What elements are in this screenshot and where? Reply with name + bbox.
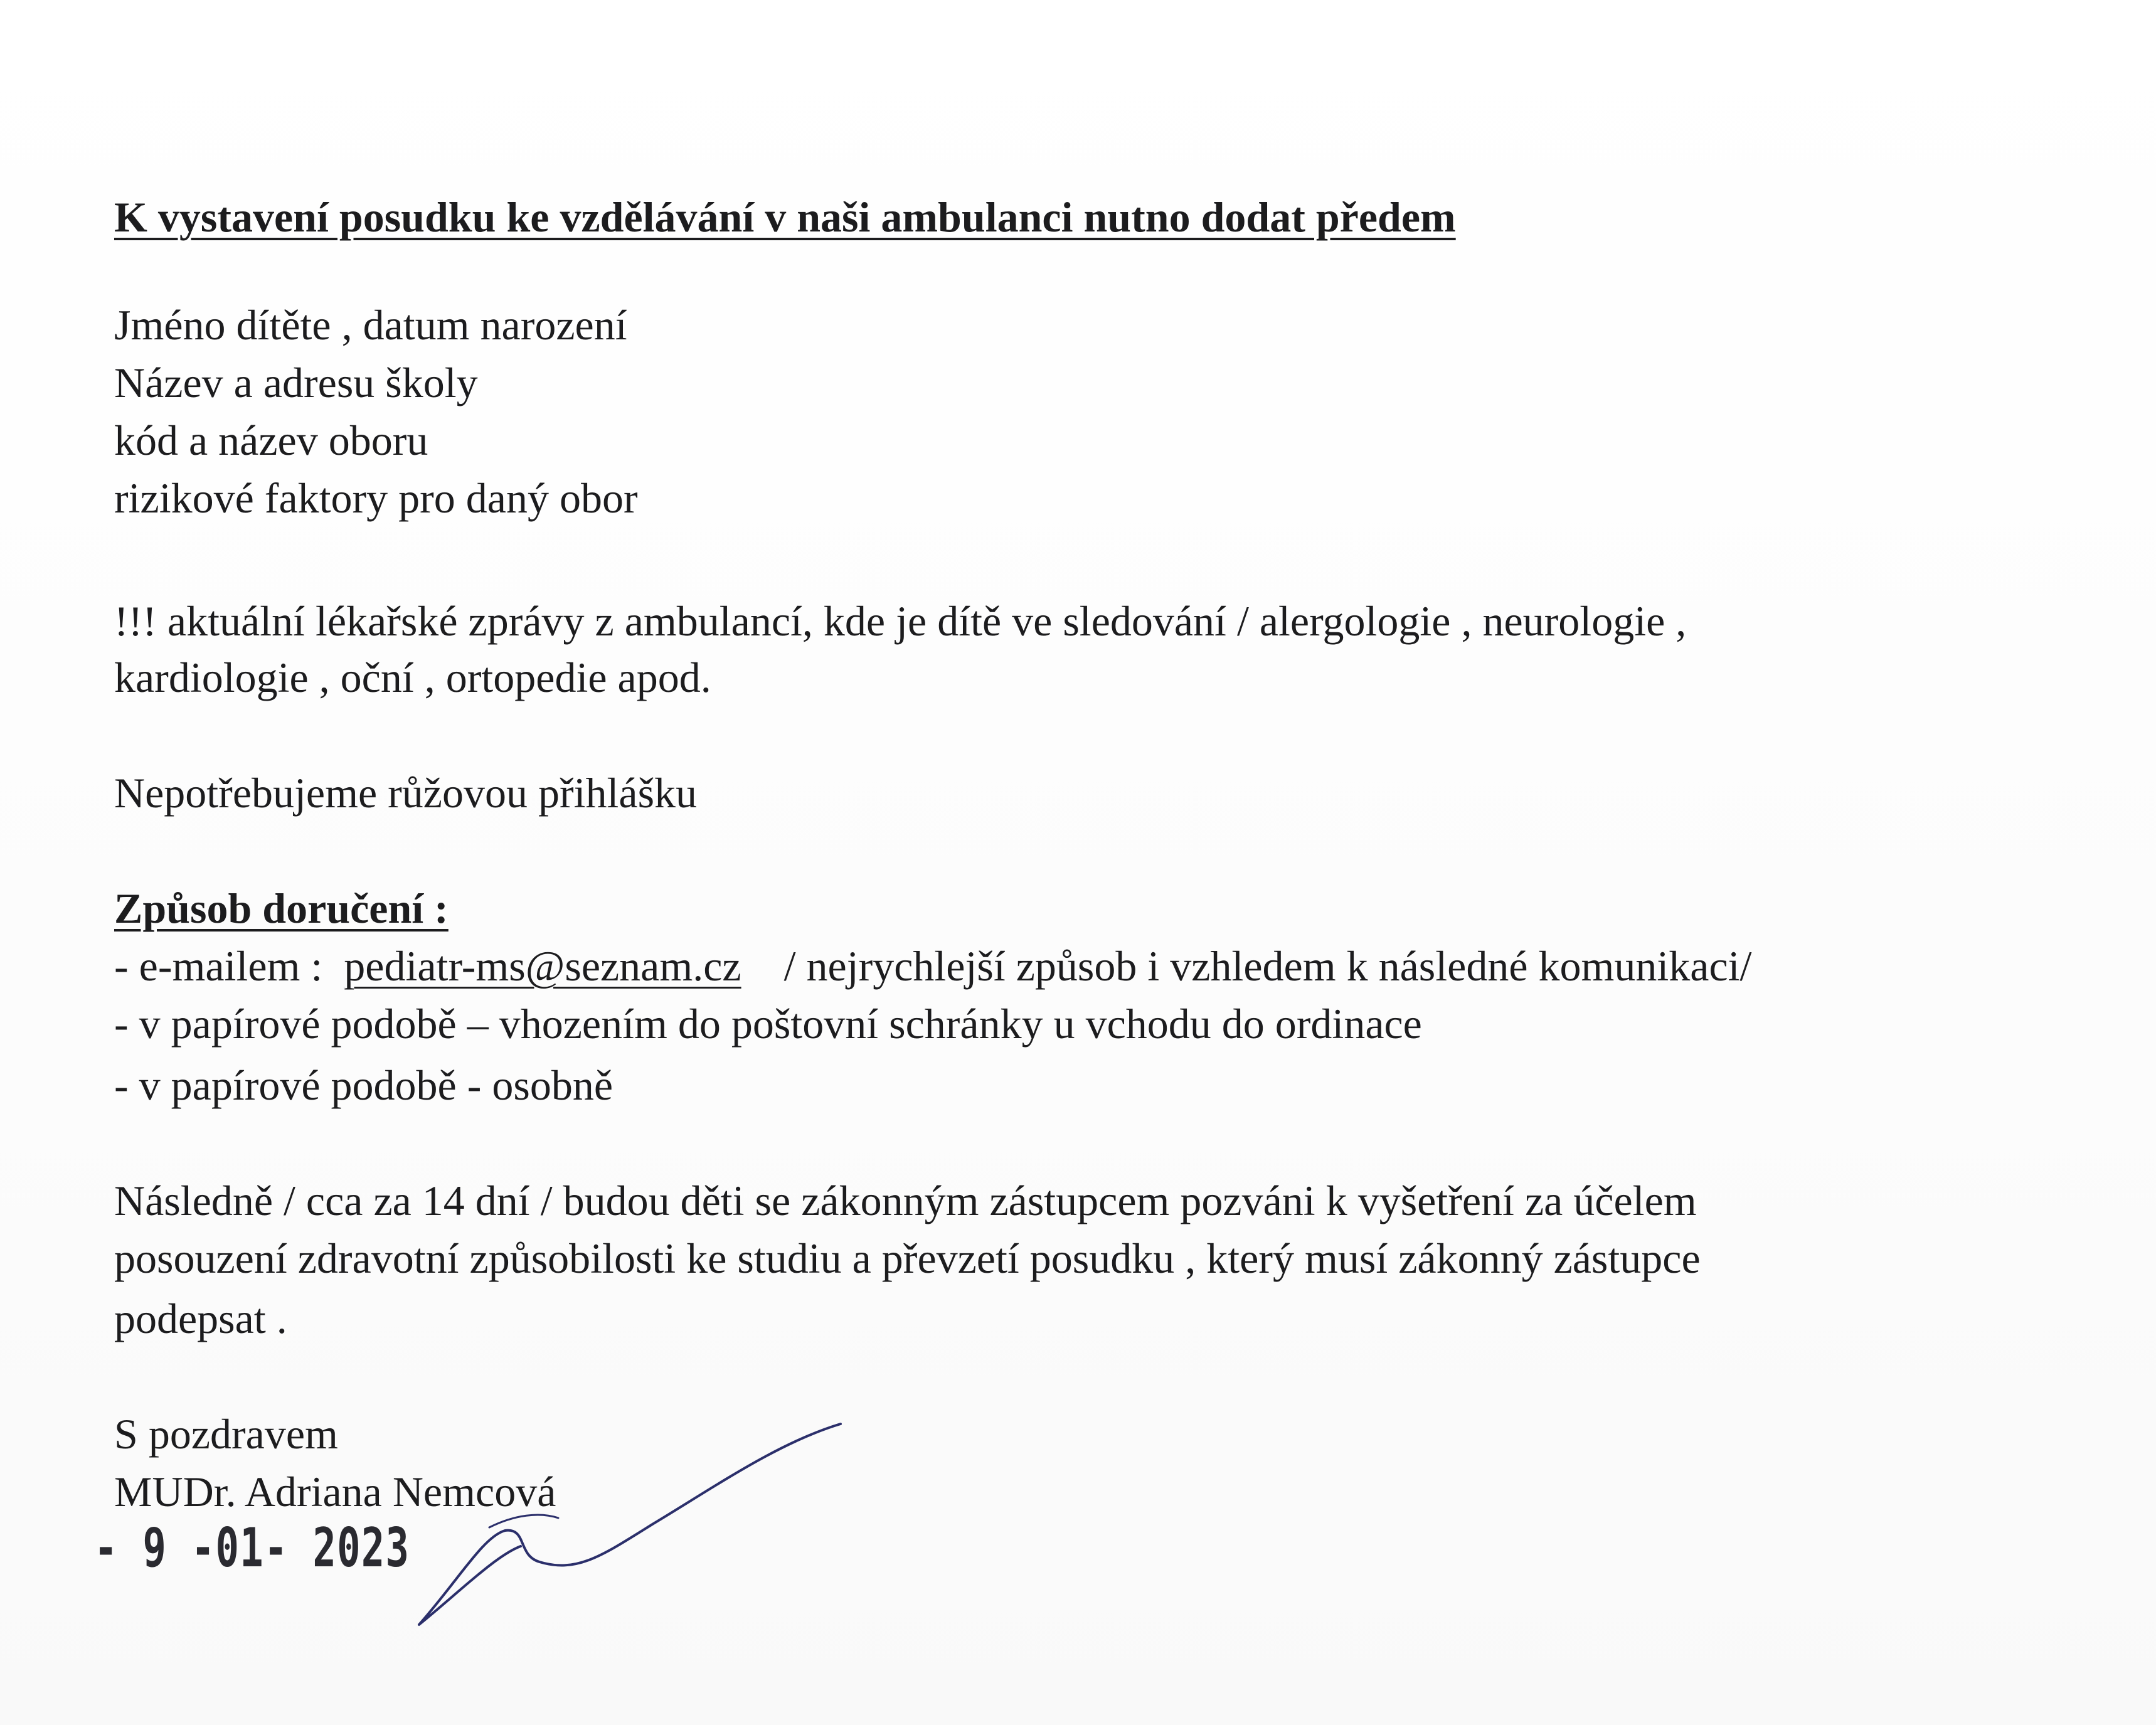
required-item-child-name: Jméno dítěte , datum narození: [114, 301, 627, 349]
follow-up-line-3: podepsat .: [114, 1295, 287, 1342]
required-item-school: Název a adresu školy: [114, 359, 478, 406]
closing-signatory: MUDr. Adriana Nemcová: [114, 1468, 556, 1515]
delivery-email-note: / nejrychlejší způsob i vzhledem k následné komunikaci/: [741, 942, 1752, 990]
delivery-option-personal: - v papírové podobě - osobně: [114, 1061, 613, 1109]
email-link[interactable]: pediatr-ms@seznam.cz: [344, 942, 741, 990]
date-stamp: - 9 -01- 2023: [94, 1517, 410, 1579]
delivery-email-line: [114, 941, 1751, 991]
required-item-field-code: kód a název oboru: [114, 417, 428, 464]
delivery-email-prefix: - e-mailem :: [114, 942, 344, 990]
delivery-option-mailbox: - v papírové podobě – vhozením do poštovní schránky u vchodu do ordinace: [114, 1000, 1422, 1048]
document-heading: K vystavení posudku ke vzdělávání v naši ambulanci nutno dodat předem: [114, 193, 1456, 241]
closing-greeting: S pozdravem: [114, 1410, 338, 1458]
medical-reports-line-2: kardiologie , oční , ortopedie apod.: [114, 654, 711, 701]
not-needed-note: Nepotřebujeme růžovou přihlášku: [114, 769, 698, 817]
follow-up-line-2: posouzení zdravotní způsobilosti ke studiu a převzetí posudku , který musí zákonný zástupce: [114, 1234, 1701, 1282]
medical-reports-line-1: !!! aktuální lékařské zprávy z ambulancí, kde je dítě ve sledování / alergologie , neurologie ,: [114, 597, 1687, 645]
handwritten-signature: [389, 1405, 866, 1643]
follow-up-line-1: Následně / cca za 14 dní / budou děti se zákonným zástupcem pozváni k vyšetření za účelem: [114, 1177, 1697, 1224]
required-item-risk-factors: rizikové faktory pro daný obor: [114, 474, 638, 522]
delivery-heading: Způsob doručení :: [114, 884, 449, 932]
